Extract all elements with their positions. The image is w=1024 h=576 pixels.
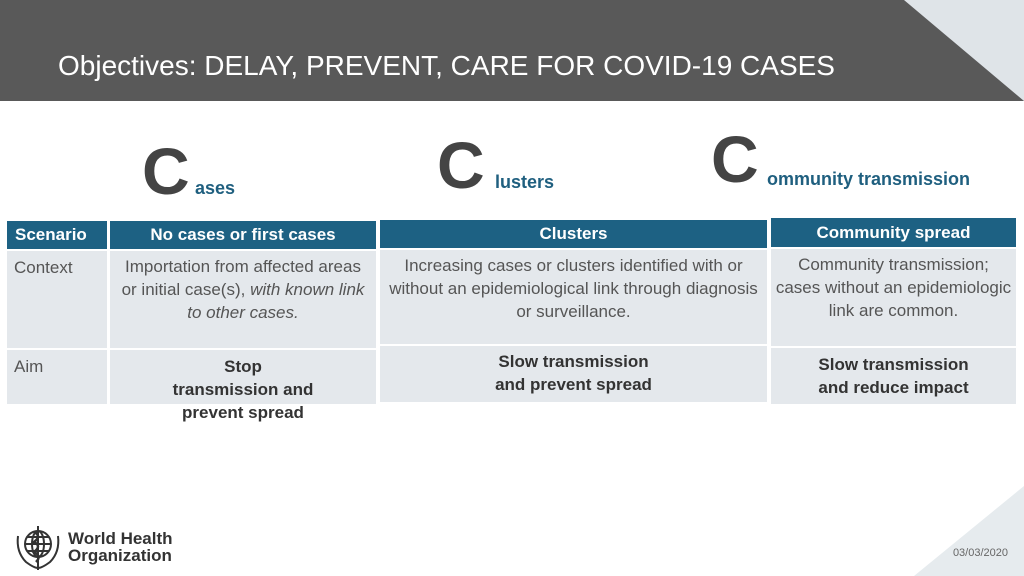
context-community: Community transmission; cases without an epidemiologic link are common. — [771, 249, 1016, 346]
context-no-cases-italic: with known link to other cases. — [187, 280, 365, 322]
header-community: Community spread — [771, 218, 1016, 247]
corner-decoration-top — [904, 0, 1024, 101]
who-logo-text — [68, 530, 173, 564]
clusters-label: lusters — [495, 172, 555, 192]
row-label-scenario: Scenario — [7, 221, 107, 249]
clusters-big-letter: C — [437, 128, 485, 202]
aim-community: Slow transmission and reduce impact — [771, 348, 1016, 404]
context-clusters: Increasing cases or clusters identified with or without an epidemiological link through diagnosis or surveillance. — [380, 250, 767, 344]
community-label: ommunity transmission — [767, 169, 971, 189]
row-label-aim: Aim — [7, 350, 107, 404]
footer-date: 03/03/2020 — [952, 547, 1008, 559]
who-logo-line2: Organization — [68, 546, 172, 565]
header-clusters: Clusters — [380, 220, 767, 248]
aim-clusters: Slow transmission and prevent spread — [380, 346, 767, 402]
header-no-cases: No cases or first cases — [110, 221, 376, 249]
community-big-letter: C — [711, 122, 759, 196]
context-no-cases-text: Importation from affected areas or initial case(s), — [121, 257, 361, 299]
who-logo — [12, 522, 173, 572]
cases-big-letter: C — [142, 134, 190, 208]
page-title: Objectives: DELAY, PREVENT, CARE FOR COVID-19 CASES — [58, 50, 835, 81]
cases-label: ases — [195, 178, 236, 198]
who-logo-line1: World Health — [68, 529, 173, 548]
row-label-context: Context — [7, 251, 107, 348]
who-emblem-icon — [12, 522, 64, 572]
context-no-cases — [110, 251, 376, 348]
corner-decoration-bottom — [914, 486, 1024, 576]
aim-no-cases: Stop transmission and prevent spread — [110, 350, 376, 404]
